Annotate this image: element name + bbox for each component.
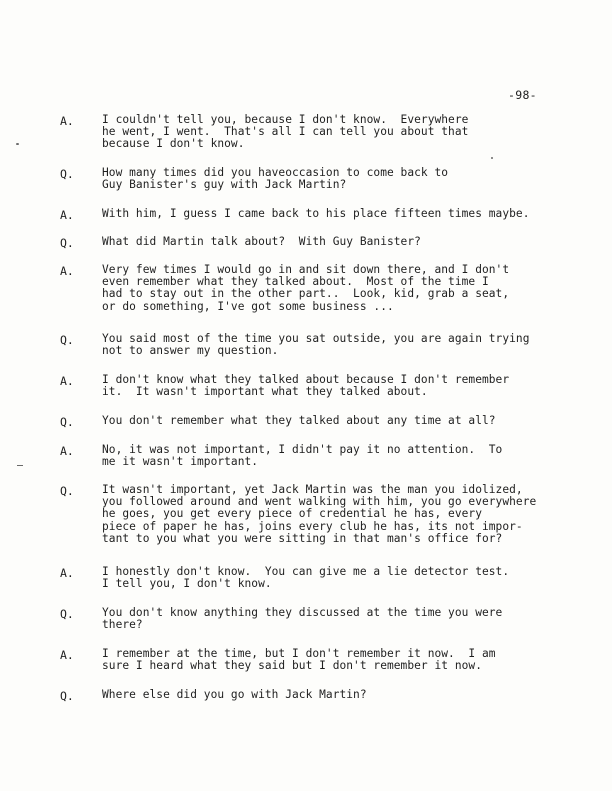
speaker-label: A. — [60, 444, 74, 458]
speaker-label: A. — [60, 114, 74, 128]
text-line: Very few times I would go in and sit down there, and I don't — [102, 263, 510, 276]
text-line: you followed around and went walking with him, you go everywhere — [102, 495, 537, 509]
speaker-label: Q. — [60, 415, 74, 429]
text-line: tant to you what you were sitting in that man's office for? — [102, 531, 503, 545]
entry-text — [102, 415, 572, 427]
text-line: it. It wasn't important what they talked about. — [102, 385, 428, 399]
text-line: even remember what they talked about. Most of the time I — [102, 275, 489, 289]
text-line: sure I heard what they said but I don't remember it now. — [102, 659, 482, 673]
speaker-label: A. — [60, 566, 74, 580]
speaker-label: Q. — [60, 167, 74, 181]
entry-text — [102, 333, 572, 357]
entry-text — [102, 236, 572, 248]
text-line: because I don't know. — [102, 137, 245, 151]
entry-text — [102, 167, 572, 191]
text-line: I honestly don't know. You can give me a lie detector test. — [102, 565, 510, 578]
entry-text — [102, 264, 572, 313]
entry-text — [102, 208, 572, 220]
entry-text — [102, 689, 572, 701]
entry-text — [102, 484, 572, 545]
text-line: or do something, I've got some business ... — [102, 299, 394, 313]
text-line: I tell you, I don't know. — [102, 577, 272, 591]
text-line: I couldn't tell you, because I don't know. Everywhere — [102, 113, 469, 126]
speaker-label: Q. — [60, 484, 74, 498]
text-line: me it wasn't important. — [102, 455, 259, 469]
text-line: there? — [102, 618, 143, 632]
text-line: I don't know what they talked about because I don't remember — [102, 373, 510, 386]
scan-speck — [491, 157, 493, 159]
text-line: he went, I went. That's all I can tell you about that — [102, 125, 469, 139]
speaker-label: Q. — [60, 236, 74, 250]
text-line: had to stay out in the other part.. Look, kid, grab a seat, — [102, 287, 510, 301]
entry-text — [102, 648, 572, 672]
entry-text — [102, 607, 572, 631]
entry-text — [102, 444, 572, 468]
entry-text — [102, 114, 572, 151]
speaker-label: Q. — [60, 333, 74, 347]
entry-text — [102, 566, 572, 590]
speaker-label: Q. — [60, 607, 74, 621]
scan-speck — [16, 143, 19, 145]
text-line: You said most of the time you sat outside, you are again trying — [102, 332, 530, 345]
text-line: How many times did you haveoccasion to come back to — [102, 166, 449, 179]
text-line: Guy Banister's guy with Jack Martin? — [102, 178, 347, 192]
text-line: I remember at the time, but I don't remember it now. I am — [102, 647, 496, 660]
text-line: You don't remember what they talked about any time at all? — [102, 414, 496, 427]
text-line: It wasn't important, yet Jack Martin was the man you idolized, — [102, 483, 523, 496]
scan-speck — [17, 465, 23, 466]
text-line: You don't know anything they discussed at the time you were — [102, 606, 503, 619]
text-line: With him, I guess I came back to his place fifteen times maybe. — [102, 207, 530, 220]
text-line: piece of paper he has, joins every club he has, its not impor- — [102, 519, 523, 533]
entry-text — [102, 374, 572, 398]
speaker-label: Q. — [60, 689, 74, 703]
text-line: he goes, you get every piece of credential he has, every — [102, 507, 482, 521]
speaker-label: A. — [60, 264, 74, 278]
speaker-label: A. — [60, 208, 74, 222]
speaker-label: A. — [60, 648, 74, 662]
speaker-label: A. — [60, 374, 74, 388]
text-line: Where else did you go with Jack Martin? — [102, 688, 367, 701]
text-line: What did Martin talk about? With Guy Banister? — [102, 235, 421, 248]
page-number: -98- — [508, 88, 537, 102]
text-line: not to answer my question. — [102, 344, 279, 358]
text-line: No, it was not important, I didn't pay it no attention. To — [102, 443, 503, 456]
